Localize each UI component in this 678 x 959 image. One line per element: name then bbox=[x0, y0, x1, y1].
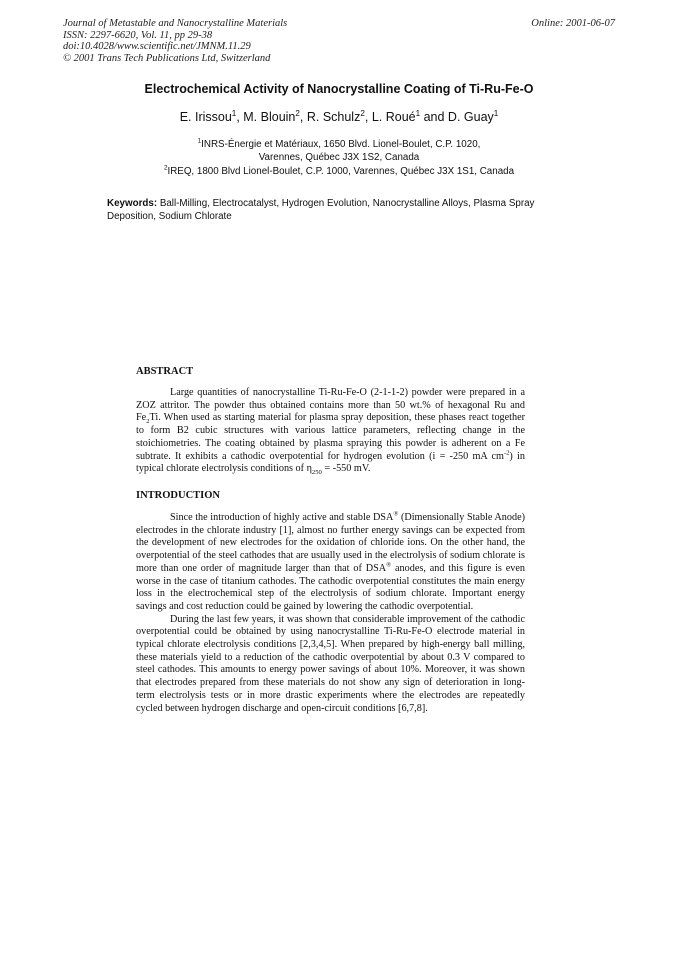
affiliation-2-line: IREQ, 1800 Blvd Lionel-Boulet, C.P. 1000, Varennes, Québec J3X 1S1, Canada bbox=[167, 166, 515, 177]
keywords-block bbox=[107, 198, 562, 223]
author-name: M. Blouin bbox=[243, 110, 296, 124]
author-separator: , bbox=[299, 110, 307, 124]
affiliation-1-mark: 1 bbox=[197, 137, 202, 145]
copyright-line: © 2001 Trans Tech Publications Ltd, Switzerland bbox=[63, 52, 271, 64]
author-affiliation-mark: 1 bbox=[231, 108, 237, 118]
journal-header bbox=[63, 18, 287, 64]
author-affiliation-mark: 2 bbox=[360, 108, 365, 118]
keywords-label: Keywords: bbox=[107, 198, 158, 209]
paper-title: Electrochemical Activity of Nanocrystalline Coating of Ti-Ru-Fe-O bbox=[144, 82, 534, 96]
affiliation-2-mark: 2 bbox=[163, 164, 168, 172]
introduction-heading: INTRODUCTION bbox=[136, 490, 221, 501]
introduction-paragraph-1: Since the introduction of highly active and stable DSA® (Dimensionally Stable Anode) electrodes in the chlorate industry [1], almost no further energy savings can be expected from the development of new electrodes for the oxidation of chloride ions. On the other hand, the overpotential of the steel cathodes that are usually used in the electrolysis of sodium chlorate is more than one order of magnitude larger than that of DSA® anodes, and this figure is even worse in the case of titanium cathodes. The cathodic overpotential constitutes the main energy loss in the electrochemical step of the electrolysis of sodium chlorate. Important energy savings and cost reduction could be gained by lowering the cathodic overpotential. bbox=[136, 510, 525, 612]
abstract-body: Large quantities of nanocrystalline Ti-Ru-Fe-O (2-1-1-2) powder were prepared in a ZOZ attritor. The powder thus obtained contains more than 50 wt.% of hexagonal Ru and $Fe_2Ti$. When used as starting material for plasma spray deposition, these phases react together to form B2 cubic structures with various lattice parameters, reflecting change in the stoichiometries. The coating obtained by plasma spraying this powder is adherent on a Fe subtrate. It exhibits a cathodic overpotential for hydrogen evolution (i = -250 mA $cm^{-2}$) in typical chlorate electrolysis conditions of $\eta_{250} = -550$ mV. bbox=[136, 387, 525, 477]
author-separator: , bbox=[364, 110, 372, 124]
author-affiliation-mark: 1 bbox=[493, 108, 499, 118]
author-name: L. Roué bbox=[371, 110, 416, 124]
author-affiliation-mark: 1 bbox=[415, 108, 421, 118]
abstract-heading: ABSTRACT bbox=[136, 366, 194, 377]
author-name: D. Guay bbox=[447, 110, 494, 124]
keywords-text: Ball-Milling, Electrocatalyst, Hydrogen Evolution, Nanocrystalline Alloys, Plasma Spray Deposition, Sodium Chlorate bbox=[107, 198, 535, 222]
affiliation-1-line-1: INRS-Énergie et Matériaux, 1650 Blvd. Lionel-Boulet, C.P. 1020, bbox=[201, 139, 481, 150]
author-separator: and bbox=[420, 110, 448, 124]
introduction-body bbox=[136, 512, 525, 715]
author-separator: , bbox=[236, 110, 244, 124]
journal-name: Journal of Metastable and Nanocrystalline Materials bbox=[63, 18, 288, 29]
author-list bbox=[0, 110, 678, 124]
introduction-paragraph-2: During the last few years, it was shown that considerable improvement of the cathodic overpotential could be obtained by using nanocrystalline Ti-Ru-Fe-O electrode material in typical chlorate electrolysis conditions [2,3,4,5]. When prepared by high-energy ball milling, these materials yield to a reduction of the cathodic overpotential by about 0.3 V compared to steel cathodes. This amounts to energy power savings of about 10%. Moreover, it was shown that electrodes prepared from these materials do not show any sign of deterioration in long-term electrolysis tests or in more drastic experiments where the electrodes are repeatedly cycled between hydrogen discharge and open-circuit conditions [6,7,8]. bbox=[136, 613, 525, 714]
affiliation-1-line-2: Varennes, Québec J3X 1S2, Canada bbox=[258, 151, 420, 163]
author-name: E. Irissou bbox=[179, 110, 232, 124]
affiliation-1 bbox=[0, 139, 678, 164]
author-name: R. Schulz bbox=[306, 110, 361, 124]
issn-line: ISSN: 2297-6620, Vol. 11, pp 29-38 bbox=[63, 29, 213, 41]
author-affiliation-mark: 2 bbox=[295, 108, 300, 118]
doi-line[interactable]: doi:10.4028/www.scientific.net/JMNM.11.29 bbox=[63, 41, 251, 52]
affiliation-2 bbox=[0, 166, 678, 179]
online-date: Online: 2001-06-07 bbox=[531, 18, 615, 29]
